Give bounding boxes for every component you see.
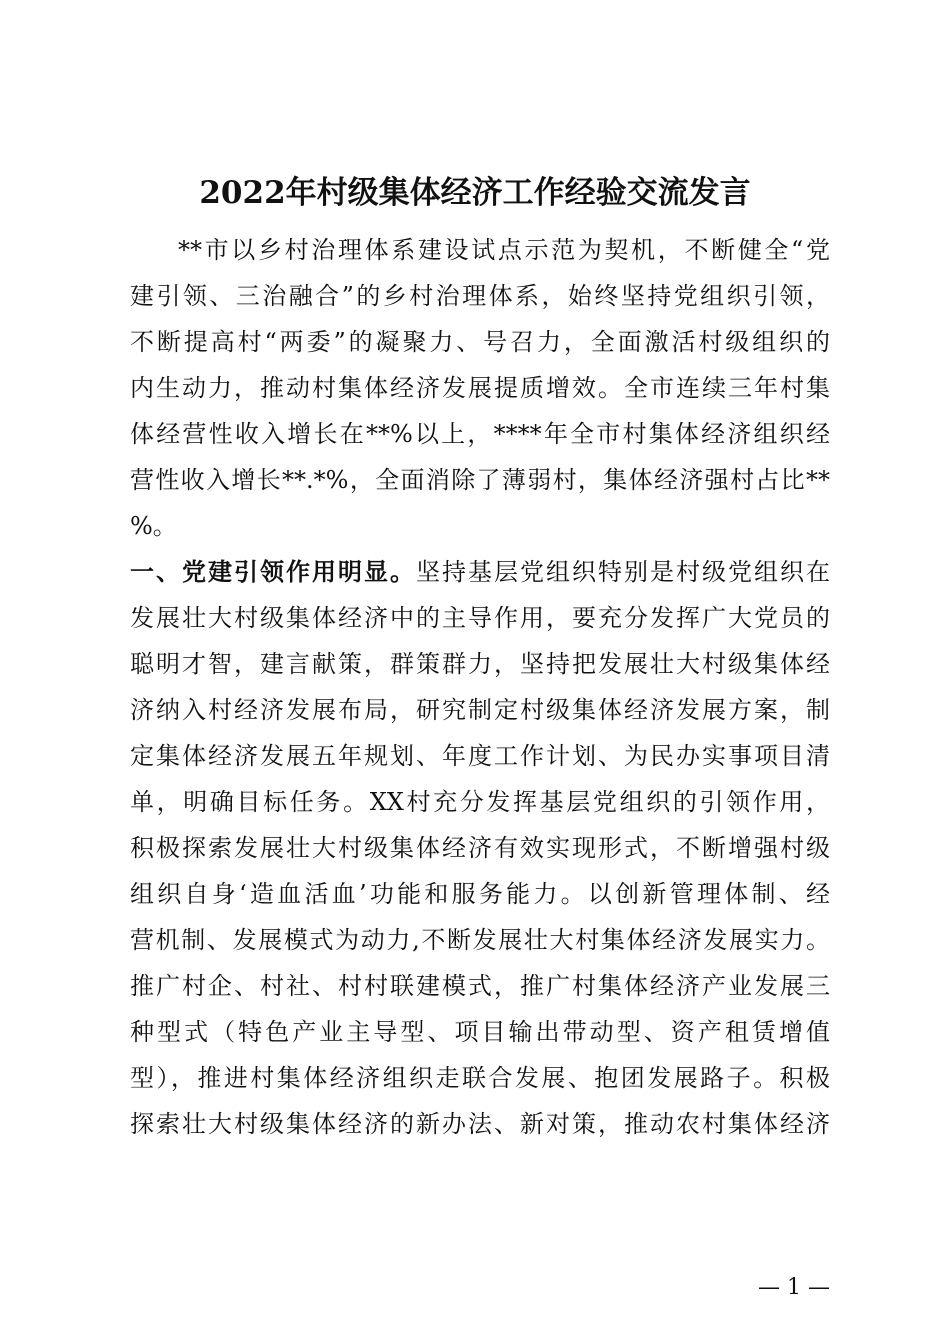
intro-line-6: 营性收入增长**.*%，全面消除了薄弱村，集体经济强村占比** [130, 466, 830, 494]
section1-first-line [130, 549, 830, 595]
intro-line-4: 内生动力，推动村集体经济发展提质增效。全市连续三年村集 [130, 374, 830, 402]
section1-line-6: 单，明确目标任务。XX村充分发挥基层党组织的引领作用， [130, 788, 830, 816]
section1-line-7: 积极探索发展壮大村级集体经济有效实现形式，不断增强村级 [130, 834, 830, 862]
section1-line-13: 探索壮大村级集体经济的新办法、新对策，推动农村集体经济 [130, 1110, 830, 1138]
intro-line-7: %。 [130, 512, 177, 540]
intro-line-3: 不断提高村“两委”的凝聚力、号召力，全面激活村级组织的 [130, 328, 830, 356]
section1-line-2: 发展壮大村级集体经济中的主导作用，要充分发挥广大党员的 [130, 604, 830, 632]
intro-line-1: **市以乡村治理体系建设试点示范为契机，不断健全“党 [178, 236, 830, 264]
page-number: — 1 — [758, 1275, 830, 1300]
section1-line-4: 济纳入村经济发展布局，研究制定村级集体经济发展方案，制 [130, 696, 830, 724]
section1-line-10: 推广村企、村社、村村联建模式，推广村集体经济产业发展三 [130, 972, 830, 1000]
section1-line-3: 聪明才智，建言献策，群策群力，坚持把发展壮大村级集体经 [130, 650, 830, 678]
section1-line-5: 定集体经济发展五年规划、年度工作计划、为民办实事项目清 [130, 742, 830, 770]
section1-line-12: 型），推进村集体经济组织走联合发展、抱团发展路子。积极 [130, 1064, 830, 1092]
section1-line-8: 组织自身‘造血活血’功能和服务能力。以创新管理体制、经 [130, 880, 830, 908]
document-title: 2022年村级集体经济工作经验交流发言 [199, 175, 751, 211]
section1-heading: 一、党建引领作用明显。 [130, 558, 416, 586]
section1-first-line-text: 坚持基层党组织特别是村级党组织在 [416, 558, 830, 586]
section1-line-11: 种型式（特色产业主导型、项目输出带动型、资产租赁增值 [130, 1018, 830, 1046]
section1-line-9: 营机制、发展模式为动力,不断发展壮大村集体经济发展实力。 [130, 926, 830, 954]
intro-line-2: 建引领、三治融合”的乡村治理体系，始终坚持党组织引领， [130, 282, 830, 310]
intro-line-5: 体经营性收入增长在**%以上，****年全市村集体经济组织经 [130, 420, 830, 448]
